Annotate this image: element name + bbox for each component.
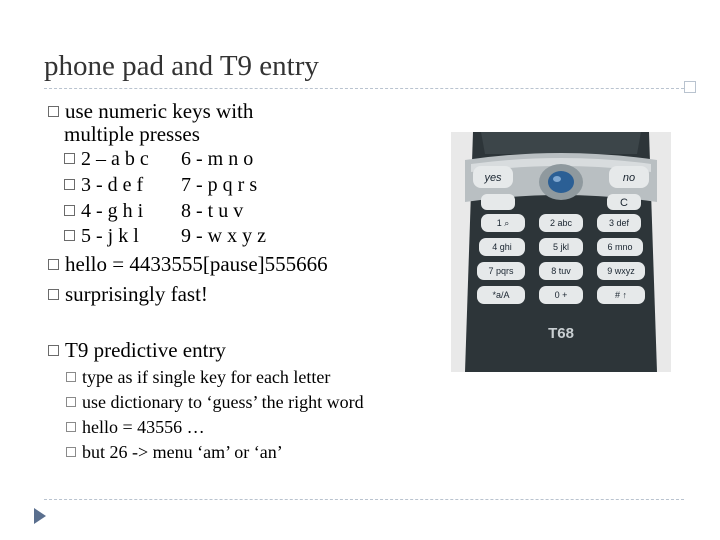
- bullet-t9-entry: T9 predictive entry: [48, 338, 226, 362]
- bullet-icon: [64, 205, 75, 216]
- clear-key: [607, 194, 641, 210]
- key-7: [477, 262, 525, 280]
- svg-text:3 def: 3 def: [608, 218, 630, 228]
- key-1: [481, 214, 525, 232]
- key-8: [539, 262, 583, 280]
- svg-text:5 jkl: 5 jkl: [552, 242, 570, 252]
- svg-text:6 mno: 6 mno: [607, 242, 633, 252]
- bullet-numeric-keys-continued: multiple presses: [64, 122, 200, 146]
- svg-text:7 pqrs: 7 pqrs: [488, 266, 514, 276]
- bullet-icon: [64, 230, 75, 241]
- t9-point: use dictionary to ‘guess’ the right word: [66, 391, 364, 413]
- phone-model-label: T68: [548, 325, 574, 342]
- svg-text:9 wxyz: 9 wxyz: [607, 266, 635, 276]
- bullet-hello-example: hello = 4433555[pause]555666: [48, 252, 328, 276]
- svg-text:2 abc: 2 abc: [549, 218, 573, 228]
- side-key-left: [481, 194, 515, 210]
- svg-text:yes: yes: [484, 172, 502, 184]
- key-row: 2 – a b c 6 - m n o: [64, 146, 253, 172]
- key-9: [597, 262, 645, 280]
- svg-text:4 ghi: 4 ghi: [492, 242, 512, 252]
- bullet-surprisingly-fast: surprisingly fast!: [48, 282, 208, 306]
- bullet-icon: [48, 289, 59, 300]
- svg-text:# ↑: # ↑: [614, 290, 628, 300]
- bullet-icon: [64, 179, 75, 190]
- key-star: [477, 286, 525, 304]
- svg-text:no: no: [622, 172, 636, 184]
- bullet-icon: [64, 153, 75, 164]
- key-row: 4 - g h i 8 - t u v: [64, 198, 243, 224]
- softkey-no: [609, 166, 649, 188]
- key-2: [539, 214, 583, 232]
- t9-point: but 26 -> menu ‘am’ or ‘an’: [66, 441, 283, 463]
- svg-text:*a/A: *a/A: [492, 290, 510, 300]
- divider-end-marker: [684, 81, 696, 93]
- bullet-icon: [48, 259, 59, 270]
- svg-text:0 +: 0 +: [554, 290, 568, 300]
- bullet-numeric-keys: use numeric keys with: [48, 99, 253, 123]
- svg-text:8 tuv: 8 tuv: [551, 266, 571, 276]
- key-3: [597, 214, 641, 232]
- key-hash: [597, 286, 645, 304]
- key-5: [539, 238, 583, 256]
- key-0: [539, 286, 583, 304]
- t9-point: hello = 43556 …: [66, 416, 205, 438]
- bullet-icon: [48, 345, 59, 356]
- slide-title: phone pad and T9 entry: [44, 50, 319, 82]
- bullet-icon: [48, 106, 59, 117]
- phone-photo: [451, 132, 671, 372]
- next-slide-arrow-icon[interactable]: [34, 508, 46, 524]
- key-row: 5 - j k l 9 - w x y z: [64, 223, 266, 249]
- svg-text:C: C: [620, 197, 628, 209]
- title-divider: [44, 88, 684, 89]
- t9-point: type as if single key for each letter: [66, 366, 330, 388]
- bullet-icon: [66, 422, 76, 432]
- bullet-icon: [66, 397, 76, 407]
- svg-text:1 ⌕: 1 ⌕: [496, 218, 510, 228]
- key-row: 3 - d e f 7 - p q r s: [64, 172, 257, 198]
- softkey-yes: [473, 166, 513, 188]
- footer-divider: [44, 499, 684, 500]
- key-6: [597, 238, 643, 256]
- bullet-icon: [66, 372, 76, 382]
- key-4: [479, 238, 525, 256]
- bullet-icon: [66, 447, 76, 457]
